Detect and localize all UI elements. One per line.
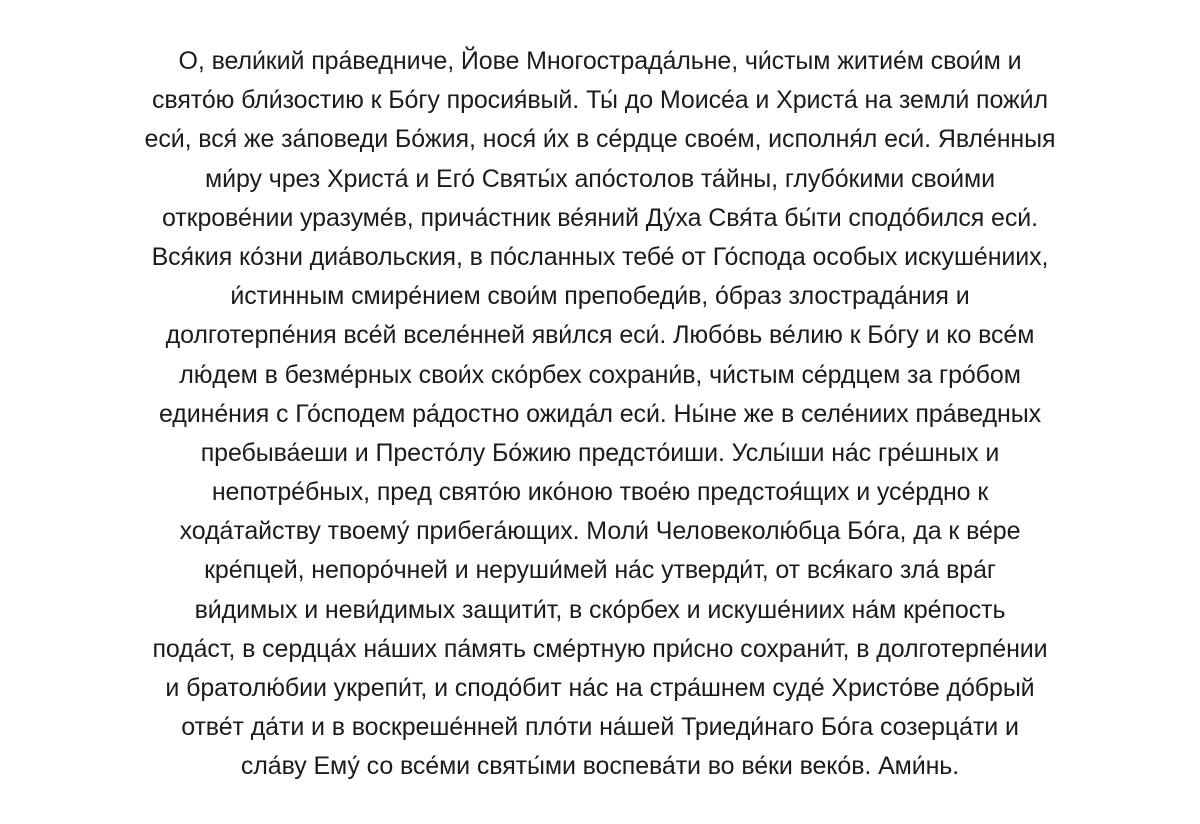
- text-line: открове́нии уразуме́в, прича́стник ве́яний Ду́ха Свя́та бы́ти сподо́бился еси́.: [162, 203, 1038, 232]
- text-line: долготерпе́ния все́й вселе́нней яви́лся еси́. Любо́вь ве́лию к Бо́гу и ко все́м: [165, 321, 1035, 350]
- text-line: свято́ю бли́зостию к Бо́гу просия́вый. Ты́ до Моисе́а и Христа́ на земли́ пожи́л: [152, 86, 1048, 115]
- text-line: едине́ния с Го́сподем ра́достно ожида́л еси́. Ны́не же в селе́ниих пра́ведных: [159, 399, 1041, 428]
- text-line: пребыва́еши и Престо́лу Бо́жию предсто́иши. Услы́ши на́с гре́шных и: [200, 438, 1000, 467]
- prayer-text: [0, 42, 1200, 787]
- text-line: пода́ст, в сердца́х на́ших па́мять сме́ртную при́сно сохрани́т, в долготерпе́нии: [152, 634, 1048, 663]
- text-line: еси́, вся́ же за́поведи Бо́жия, нося́ и́х в се́рдце свое́м, исполня́л еси́. Явле́нныя: [144, 125, 1056, 154]
- text-line: и́стинным смире́нием свои́м препобеди́в, о́браз злострада́ния и: [230, 282, 970, 311]
- text-line: непотре́бных, пред свято́ю ико́ною твое́ю предстоя́щих и усе́рдно к: [211, 478, 989, 507]
- text-line: и братолю́бии укрепи́т, и сподо́бит на́с на стра́шнем суде́ Христо́ве до́брый: [165, 674, 1035, 702]
- text-line: сла́ву Ему́ со все́ми святы́ми воспева́ти во ве́ки веко́в. Ами́нь.: [240, 752, 960, 781]
- text-line: отве́т да́ти и в воскреше́нней пло́ти на́шей Триеди́наго Бо́га созерца́ти и: [181, 713, 1019, 742]
- text-line: кре́пцей, непоро́чней и неруши́мей на́с утверди́т, от вся́каго зла́ вра́г: [204, 556, 996, 585]
- text-line: лю́дем в безме́рных свои́х ско́рбех сохрани́в, чи́стым се́рдцем за гро́бом: [179, 360, 1021, 389]
- text-line: О, вели́кий пра́ведниче, Йове Многострада́льне, чи́стым житие́м свои́м и: [178, 47, 1022, 75]
- text-line: ви́димых и неви́димых защити́т, в ско́рбех и искуше́ниих на́м кре́пость: [194, 595, 1006, 624]
- text-line: ми́ру чрез Христа́ и Его́ Святы́х апо́столов та́йны, глубо́кими свои́ми: [205, 164, 995, 193]
- text-line: Вся́кия ко́зни диа́вольския, в по́сланных тебе́ от Го́спода особых искуше́ниих,: [151, 242, 1049, 271]
- text-line: хода́тайству твоему́ прибега́ющих. Моли́ Человеколю́бца Бо́га, да к ве́ре: [179, 517, 1021, 546]
